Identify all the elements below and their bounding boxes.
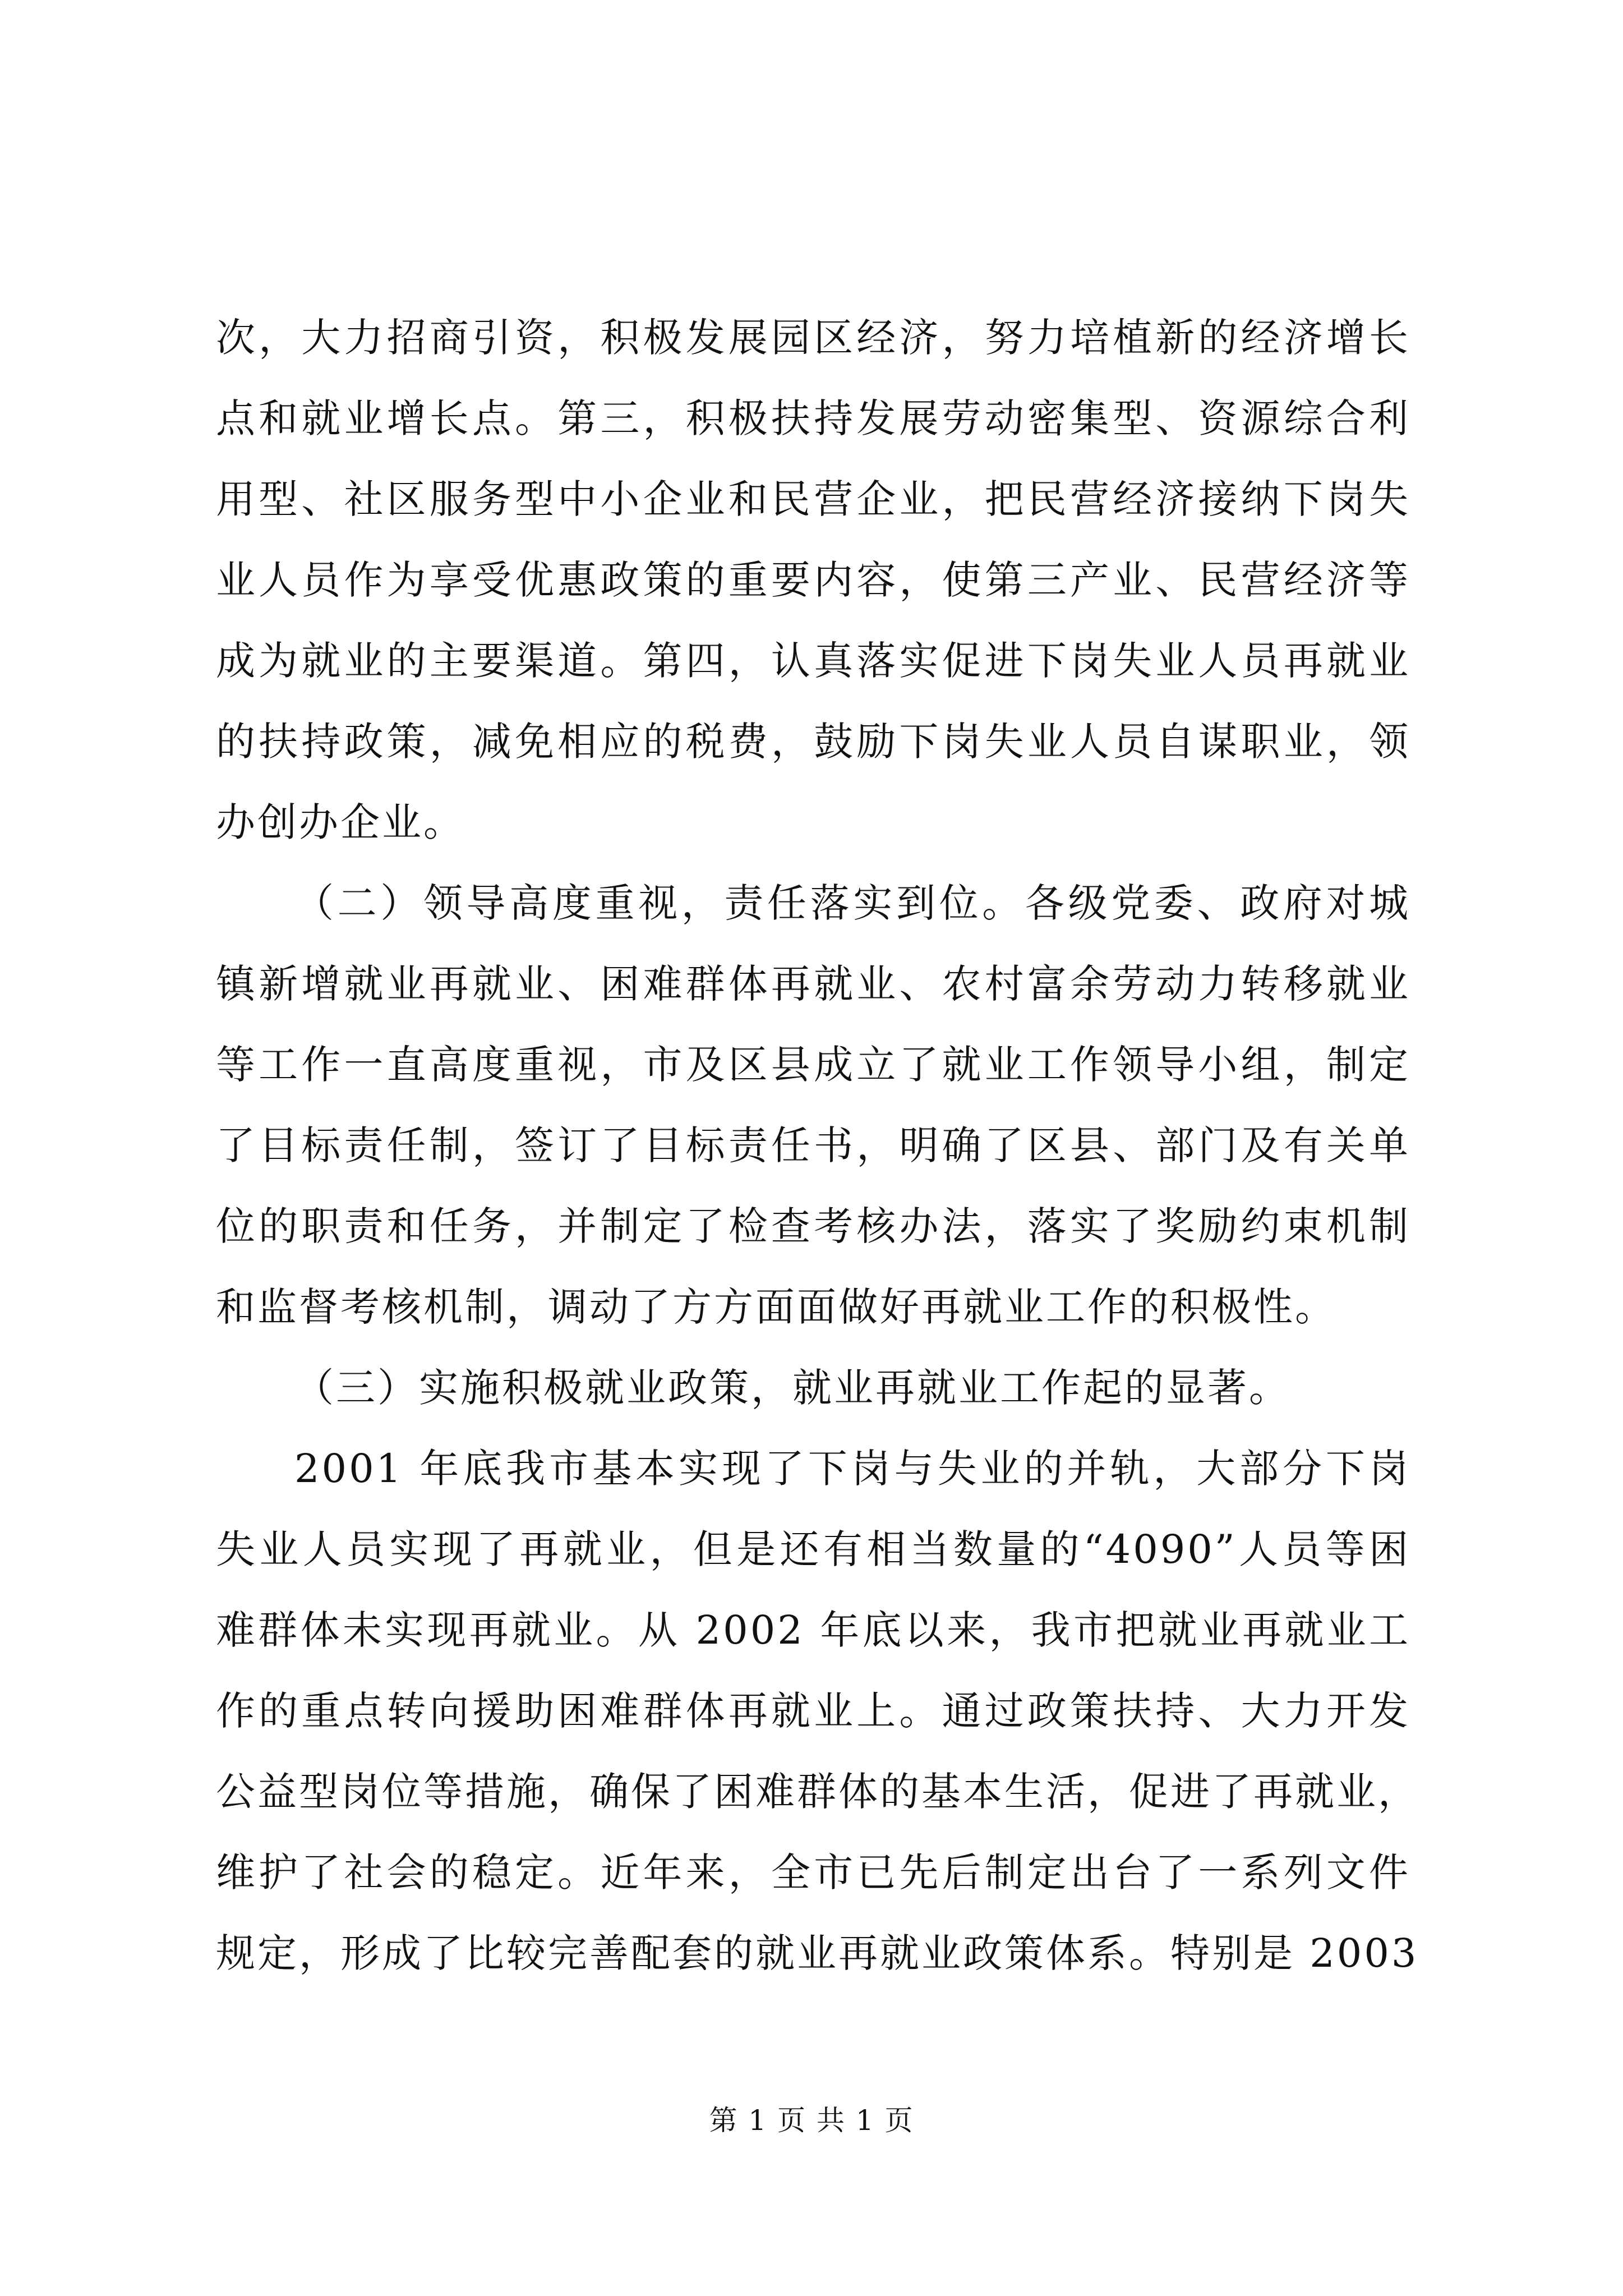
text-line: 公益型岗位等措施，确保了困难群体的基本生活，促进了再就业， bbox=[216, 1769, 1419, 1815]
text-line: 办创办企业。 bbox=[216, 799, 465, 845]
document-body bbox=[216, 297, 1419, 1994]
text-line: 2001 年底我市基本实现了下岗与失业的并轨，大部分下岗 bbox=[294, 1446, 1410, 1492]
text-line: 维护了社会的稳定。近年来，全市已先后制定出台了一系列文件 bbox=[216, 1849, 1410, 1895]
section-heading-2: （二）领导高度重视，责任落实到位。各级党委、政府对城 bbox=[294, 880, 1410, 926]
text-line: 点和就业增长点。第三，积极扶持发展劳动密集型、资源综合利 bbox=[216, 395, 1410, 441]
text-line: 作的重点转向援助困难群体再就业上。通过政策扶持、大力开发 bbox=[216, 1688, 1410, 1734]
text-line: 成为就业的主要渠道。第四，认真落实促进下岗失业人员再就业 bbox=[216, 638, 1410, 684]
text-line: 和监督考核机制，调动了方方面面做好再就业工作的积极性。 bbox=[216, 1284, 1336, 1330]
text-line: 等工作一直高度重视，市及区县成立了就业工作领导小组，制定 bbox=[216, 1042, 1410, 1088]
page-number-footer: 第 1 页 共 1 页 bbox=[709, 2104, 914, 2137]
text-line: 规定，形成了比较完善配套的就业再就业政策体系。特别是 2003 bbox=[216, 1930, 1419, 1976]
text-line: 失业人员实现了再就业，但是还有相当数量的“4090”人员等困 bbox=[216, 1526, 1410, 1572]
text-line: 的扶持政策，减免相应的税费，鼓励下岗失业人员自谋职业，领 bbox=[216, 719, 1410, 765]
text-line: 镇新增就业再就业、困难群体再就业、农村富余劳动力转移就业 bbox=[216, 961, 1410, 1007]
text-line: 难群体未实现再就业。从 2002 年底以来，我市把就业再就业工 bbox=[216, 1607, 1410, 1653]
text-line: 位的职责和任务，并制定了检查考核办法，落实了奖励约束机制 bbox=[216, 1203, 1410, 1249]
text-line: 用型、社区服务型中小企业和民营企业，把民营经济接纳下岗失 bbox=[216, 476, 1410, 522]
text-line: 了目标责任制，签订了目标责任书，明确了区县、部门及有关单 bbox=[216, 1122, 1410, 1168]
section-heading-3: （三）实施积极就业政策，就业再就业工作起的显著。 bbox=[294, 1365, 1290, 1411]
text-line: 次，大力招商引资，积极发展园区经济，努力培植新的经济增长 bbox=[216, 315, 1410, 361]
text-line: 业人员作为享受优惠政策的重要内容，使第三产业、民营经济等 bbox=[216, 557, 1410, 603]
